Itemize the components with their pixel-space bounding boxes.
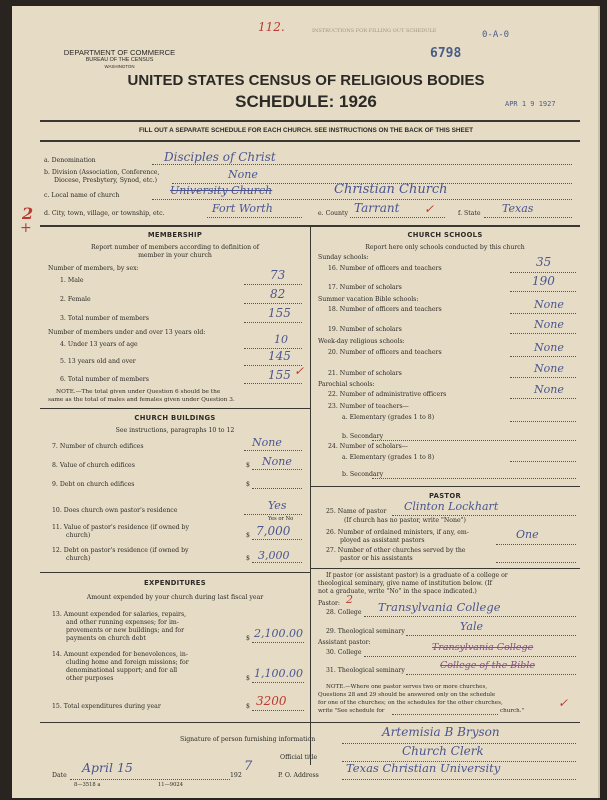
pastor-name-label: 25. Name of pastor [326, 508, 387, 515]
scholars-secondary-label: b. Secondary [342, 471, 384, 478]
address-value: Texas Christian University [346, 761, 501, 775]
residence-value-value: 7,000 [256, 524, 291, 538]
graduate-note-1: If pastor (or assistant pastor) is a graduate of a college or [326, 572, 508, 579]
instruction-line: FILL OUT A SEPARATE SCHEDULE FOR EACH CHURCH. SEE INSTRUCTIONS ON THE BACK OF THIS SHEET [139, 127, 473, 134]
membership-title: MEMBERSHIP [147, 231, 203, 239]
ordained-label-2: ployed as assistant pastors [340, 537, 425, 544]
edifices-debt-label: 9. Debt on church edifices [52, 481, 135, 488]
ordained-value: One [516, 528, 539, 541]
pastor-college-value: Transylvania College [378, 600, 501, 614]
admin-officers-label: 22. Number of administrative officers [328, 391, 447, 398]
pastor-name-value: Clinton Lockhart [404, 500, 499, 513]
pastor-red-mark: 2 [346, 593, 353, 606]
other-churches-label: 27. Number of other churches served by the [326, 547, 466, 554]
address-label: P. O. Address [278, 772, 319, 779]
membership-note-1: NOTE.—The total given under Question 6 should be the [56, 389, 221, 395]
running-expenses-value: 2,100.00 [254, 627, 303, 640]
year-value: 7 [244, 759, 253, 774]
pastor-seminary-value: Yale [460, 620, 483, 633]
denomination-value: Disciples of Christ [164, 150, 276, 164]
local-name-struck-value: University Church [170, 184, 273, 197]
pastor-note-2: Questions 28 and 29 should be answered only on the schedule [318, 692, 496, 698]
pastor-none-hint: (If church has no pastor, write "None") [344, 517, 466, 524]
assistant-college-value: Transylvania College [432, 642, 534, 653]
over-13-value: 145 [268, 349, 291, 363]
assistant-seminary-value: College of the Bible [440, 660, 536, 671]
red-check-mark-3: ✓ [558, 696, 569, 710]
county-label: e. County [318, 210, 349, 217]
summer-scholars-value: None [534, 318, 564, 331]
serial-stamp: 6798 [430, 46, 462, 61]
dollar-sign-14: $ [246, 675, 250, 682]
residence-value-label: 11. Value of pastor's residence (if owned by [52, 524, 189, 531]
summer-officers-value: None [534, 298, 564, 311]
over-13-label: 5. 13 years old and over [60, 358, 136, 365]
owns-residence-value: Yes [268, 499, 287, 512]
by-sex-label: Number of members, by sex: [48, 265, 139, 272]
dollar-sign-12: $ [246, 555, 250, 562]
buildings-sub: See instructions, paragraphs 10 to 12 [115, 427, 235, 434]
bleed-through-text: INSTRUCTIONS FOR FILLING OUT SCHEDULE [312, 28, 437, 34]
pastor-college-label: 28. College [326, 609, 362, 616]
assistant-college-label: 30. College [326, 649, 362, 656]
city-label: d. City, town, village, or township, etc. [44, 210, 165, 217]
benevolences-label: 14. Amount expended for benevolences, in- [52, 651, 188, 658]
owns-residence-label: 10. Does church own pastor's residence [52, 507, 178, 514]
division-label: b. Division (Association, Conference, [44, 169, 160, 176]
weekday-schools-label: Week-day religious schools: [318, 338, 405, 345]
total-expenditures-value: 3200 [256, 694, 287, 708]
under-13-label: 4. Under 13 years of age [60, 341, 138, 348]
summer-scholars-label: 19. Number of scholars [328, 326, 402, 333]
red-number: 112. [258, 20, 285, 34]
total-expenditures-label: 15. Total expenditures during year [52, 703, 161, 710]
male-label: 1. Male [60, 277, 84, 284]
scholars-elementary-label: a. Elementary (grades 1 to 8) [342, 454, 435, 461]
total-members-value: 155 [268, 306, 291, 320]
sunday-schools-label: Sunday schools: [318, 254, 369, 261]
signature-label: Signature of person furnishing information [180, 736, 316, 743]
weekday-scholars-value: None [534, 362, 564, 375]
pastor-note-3: for one of the churches; on the schedules for the other churches, [318, 700, 503, 706]
state-value: Texas [502, 202, 534, 215]
total-members-2-value: 155 [268, 368, 291, 382]
sunday-scholars-label: 17. Number of scholars [328, 284, 402, 291]
graduate-note-2: theological seminary, give name of institution below. (If [318, 580, 492, 587]
assistant-seminary-label: 31. Theological seminary [326, 667, 405, 674]
male-value: 73 [270, 268, 286, 282]
pastor-note-5: church." [500, 708, 525, 714]
bureau-name: BUREAU OF THE CENSUS [85, 57, 154, 63]
pastor-note-1: NOTE.—Where one pastor serves two or more churches, [326, 684, 488, 690]
form-title: UNITED STATES CENSUS OF RELIGIOUS BODIES [127, 72, 485, 89]
residence-debt-label: 12. Debt on pastor's residence (if owned by [52, 547, 189, 554]
pastor-sub-label: Pastor: [318, 600, 341, 607]
local-name-label: c. Local name of church [44, 192, 120, 199]
teachers-label: 23. Number of teachers— [328, 403, 409, 410]
division-label-2: Diocese, Presbytery, Synod, etc.) [54, 177, 158, 184]
parochial-schools-label: Parochial schools: [318, 381, 375, 388]
sunday-officers-value: 35 [536, 255, 552, 269]
scholars-label: 24. Number of scholars— [328, 443, 408, 450]
date-value: April 15 [82, 760, 133, 775]
summer-officers-label: 18. Number of officers and teachers [328, 306, 442, 313]
dollar-sign-13: $ [246, 635, 250, 642]
dollar-sign-9: $ [246, 481, 250, 488]
dollar-sign-15: $ [246, 703, 250, 710]
total-members-2-label: 6. Total number of members [60, 376, 149, 383]
state-label: f. State [458, 210, 481, 217]
county-value: Tarrant [354, 201, 400, 215]
edifices-value-label: 8. Value of church edifices [52, 462, 135, 469]
expenditures-sub: Amount expended by your church during last fiscal year [86, 594, 264, 601]
teachers-secondary-label: b. Secondary [342, 433, 384, 440]
admin-officers-value: None [534, 383, 564, 396]
form-code-left: 8—3518 a [74, 782, 101, 788]
under-13-value: 10 [274, 333, 288, 346]
running-expenses-label: 13. Amount expended for salaries, repairs, [52, 611, 187, 618]
graduate-note-3: not a graduate, write "No" in the space indicated.) [318, 588, 477, 595]
date-label: Date [52, 772, 67, 779]
year-prefix: 192 [230, 772, 242, 779]
female-value: 82 [270, 287, 286, 301]
city-value: Fort Worth [212, 202, 273, 215]
edifices-count-label: 7. Number of church edifices [52, 443, 144, 450]
membership-note-2: same as the total of males and females given under Question 3. [48, 397, 235, 403]
running-expenses-label-3: provements or new buildings; and for [66, 627, 185, 634]
red-mark: 2 [22, 204, 34, 223]
schedule-title: SCHEDULE: 1926 [235, 92, 377, 111]
ordained-label: 26. Number of ordained ministers, if any, em- [326, 529, 469, 536]
assistant-pastor-label: Assistant pastor: [318, 639, 371, 646]
red-check-mark: ✓ [424, 202, 435, 216]
membership-sub1: Report number of members according to definition of [90, 244, 260, 251]
residence-value-label-2: church) [66, 532, 91, 539]
city-name: WASHINGTON [104, 64, 135, 69]
dollar-sign-8: $ [246, 462, 250, 469]
weekday-officers-value: None [534, 341, 564, 354]
residence-debt-value: 3,000 [258, 549, 290, 562]
running-expenses-label-4: payments on church debt [66, 635, 146, 642]
weekday-scholars-label: 21. Number of scholars [328, 370, 402, 377]
sunday-officers-label: 16. Number of officers and teachers [328, 265, 442, 272]
expenditures-title: EXPENDITURES [144, 579, 206, 587]
denomination-label: a. Denomination [44, 157, 96, 164]
yes-no-hint: Yes or No [268, 516, 294, 522]
signature-value: Artemisia B Bryson [382, 725, 500, 739]
schools-title: CHURCH SCHOOLS [407, 231, 483, 239]
summer-schools-label: Summer vacation Bible schools: [318, 296, 419, 303]
membership-sub2: member in your church [138, 252, 212, 259]
benevolences-label-3: denominational support; and for all [66, 667, 178, 674]
pastor-seminary-label: 29. Theological seminary [326, 628, 405, 635]
total-members-label: 3. Total number of members [60, 315, 149, 322]
residence-debt-label-2: church) [66, 555, 91, 562]
benevolences-label-4: other purposes [66, 675, 114, 682]
benevolences-label-2: cluding home and foreign missions; for [66, 659, 189, 666]
division-value: None [228, 168, 258, 181]
red-cross-mark: + [20, 220, 32, 236]
other-churches-label-2: pastor or his assistants [340, 555, 413, 562]
pastor-note-4: write "See schedule for [318, 708, 385, 714]
date-received-stamp: APR 1 9 1927 [505, 100, 556, 108]
local-name-value: Christian Church [334, 182, 448, 197]
running-expenses-label-2: and other running expenses; for im- [66, 619, 179, 626]
edifices-value-value: None [262, 455, 292, 468]
teachers-elementary-label: a. Elementary (grades 1 to 8) [342, 414, 435, 421]
red-check-mark-2: ✓ [294, 364, 305, 378]
census-schedule-sheet [12, 6, 600, 798]
pastor-title: PASTOR [429, 492, 461, 500]
buildings-title: CHURCH BUILDINGS [134, 414, 216, 422]
edifices-count-value: None [252, 436, 282, 449]
official-title-value: Church Clerk [402, 744, 484, 758]
schools-sub: Report here only schools conducted by this church [365, 244, 525, 251]
code-stamp: 0-A-0 [482, 30, 510, 40]
benevolences-value: 1,100.00 [254, 667, 303, 680]
weekday-officers-label: 20. Number of officers and teachers [328, 349, 442, 356]
female-label: 2. Female [60, 296, 91, 303]
official-title-label: Official title [280, 754, 318, 761]
dollar-sign-11: $ [246, 532, 250, 539]
form-code-right: 11—9024 [158, 782, 183, 788]
department-name: DEPARTMENT OF COMMERCE [63, 48, 176, 57]
by-age-label: Number of members under and over 13 years old: [48, 329, 206, 336]
sunday-scholars-value: 190 [532, 274, 555, 288]
